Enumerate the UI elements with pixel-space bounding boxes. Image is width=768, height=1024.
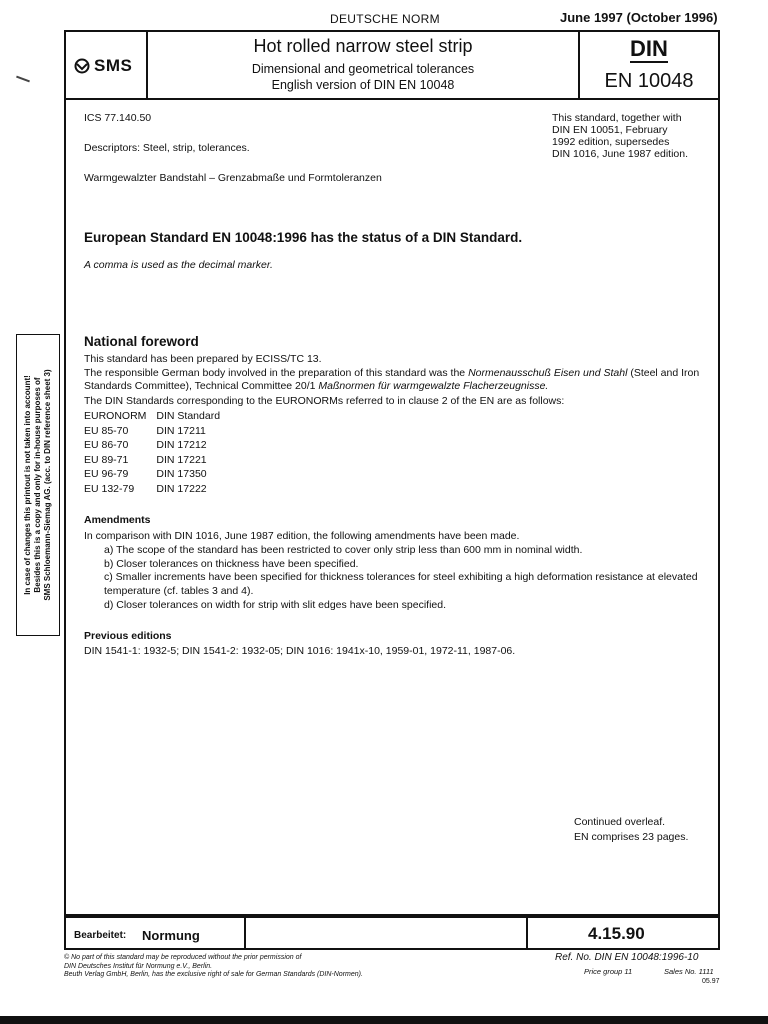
edition-date: June 1997 (October 1996) xyxy=(560,10,718,25)
table-cell: EU 86-70 xyxy=(84,439,129,451)
din-label: DIN xyxy=(630,36,668,61)
supersedes-line: 1992 edition, supersedes xyxy=(552,136,670,148)
table-row xyxy=(84,453,230,468)
copyright-line: Beuth Verlag GmbH, Berlin, has the exclusive right of sale for German Standards (DIN-Normen). xyxy=(64,971,363,978)
stamp-line: SMS Schloemann-Siemag AG. (acc. to DIN reference sheet 3) xyxy=(43,369,52,601)
copyright-note xyxy=(64,954,484,980)
table-cell: EU 89-71 xyxy=(84,453,129,466)
document-title: Hot rolled narrow steel strip xyxy=(253,36,473,56)
text-run: (Steel and Iron Standards Committee), Technical Committee 20/1 xyxy=(84,367,700,392)
stamp-text xyxy=(23,340,53,630)
page-count: EN comprises 23 pages. xyxy=(574,830,689,843)
technical-committee-name: Maßnormen für warmgewalzte Flacherzeugnisse. xyxy=(318,379,549,392)
table-header-row xyxy=(84,409,230,424)
bearbeitet-label: Bearbeitet: xyxy=(74,930,127,941)
document-header xyxy=(64,30,720,100)
list-item: c) Smaller increments have been specified for thickness tolerances for steel exhibiting a high deformation resistance at elevated temperature (cf. tables 3 and 4). xyxy=(104,571,698,598)
list-item: b) Closer tolerances on thickness have been specified. xyxy=(104,557,359,570)
stamp-line: Besides this is a copy and only for in-house purposes of xyxy=(33,377,42,593)
copyright-line: © No part of this standard may be reproduced without the prior permission of xyxy=(64,954,302,961)
footer-divider xyxy=(526,918,528,948)
reference-number: Ref. No. DIN EN 10048:1996-10 xyxy=(555,952,699,963)
previous-editions-text: DIN 1541-1: 1932-5; DIN 1541-2: 1932-05; DIN 1016: 1941x-10, 1959-01, 1972-11, 1987-06. xyxy=(84,645,516,657)
copyright-line: DIN Deutsches Institut für Normung e.V., Berlin. xyxy=(64,962,213,970)
deutsche-norm-label: DEUTSCHE NORM xyxy=(330,12,440,26)
foreword-paragraph: The DIN Standards corresponding to the EURONORMs referred to in clause 2 of the EN are as follows: xyxy=(84,395,565,407)
table-row xyxy=(84,424,230,439)
text-run: The responsible German body involved in the preparation of this standard was the xyxy=(84,367,469,379)
price-group: Price group 11 xyxy=(584,967,633,976)
supersedes-line: DIN EN 10051, February xyxy=(552,124,668,136)
document-version: English version of DIN EN 10048 xyxy=(271,78,455,92)
continuation-note xyxy=(574,815,688,844)
document-subtitle: Dimensional and geometrical tolerances xyxy=(251,62,475,76)
ics-code: ICS 77.140.50 xyxy=(84,112,152,124)
table-cell: DIN 17212 xyxy=(156,439,207,451)
decimal-note: A comma is used as the decimal marker. xyxy=(84,259,273,271)
table-cell: EU 132-79 xyxy=(84,482,135,495)
sales-number: Sales No. 1111 xyxy=(664,967,714,976)
supersedes-note xyxy=(552,112,717,160)
amendments-list xyxy=(104,544,714,613)
amendments-intro: In comparison with DIN 1016, June 1987 edition, the following amendments have been made. xyxy=(84,530,520,542)
foreword-paragraph: This standard has been prepared by ECISS/TC 13. xyxy=(84,353,322,365)
amendments-heading: Amendments xyxy=(84,514,151,526)
continued-overleaf: Continued overleaf. xyxy=(574,816,666,828)
print-date: 05.97 xyxy=(702,978,720,985)
foreword-paragraph xyxy=(84,367,714,392)
list-item: d) Closer tolerances on width for strip with slit edges have been specified. xyxy=(104,598,447,611)
footer-box xyxy=(64,916,720,950)
stamp-line: In case of changes this printout is not taken into account! xyxy=(23,375,32,595)
table-cell: DIN 17222 xyxy=(156,482,207,495)
column-header: EURONORM xyxy=(84,410,147,422)
status-headline: European Standard EN 10048:1996 has the status of a DIN Standard. xyxy=(84,230,523,245)
supersedes-line: This standard, together with xyxy=(552,112,682,124)
supersedes-line: DIN 1016, June 1987 edition. xyxy=(552,148,689,160)
scan-mark xyxy=(16,76,30,83)
euronorm-table xyxy=(84,409,230,496)
sms-logo xyxy=(74,56,132,76)
descriptors: Descriptors: Steel, strip, tolerances. xyxy=(84,142,250,154)
din-number: EN 10048 xyxy=(604,70,694,92)
table-row xyxy=(84,482,230,497)
table-cell: EU 96-79 xyxy=(84,468,129,480)
national-foreword-heading: National foreword xyxy=(84,334,199,349)
footer-divider xyxy=(244,918,246,948)
table-row xyxy=(84,438,230,453)
table-cell: DIN 17221 xyxy=(156,453,207,466)
list-item: a) The scope of the standard has been restricted to cover only strip less than 600 mm in nominal width. xyxy=(104,544,583,556)
german-title: Warmgewalzter Bandstahl – Grenzabmaße und Formtoleranzen xyxy=(84,172,382,184)
normung-label: Normung xyxy=(142,928,200,943)
column-header: DIN Standard xyxy=(156,410,221,422)
sms-logo-text: SMS xyxy=(94,56,133,75)
committee-name: Normenausschuß Eisen und Stahl xyxy=(468,367,628,379)
table-row xyxy=(84,467,230,482)
inhouse-stamp xyxy=(16,334,60,636)
din-mark xyxy=(580,36,718,62)
top-line xyxy=(0,12,768,28)
previous-editions-heading: Previous editions xyxy=(84,630,172,642)
sms-emblem-icon xyxy=(74,58,90,74)
table-cell: DIN 17211 xyxy=(156,424,206,437)
table-cell: DIN 17350 xyxy=(156,468,207,480)
classification-code: 4.15.90 xyxy=(588,924,645,943)
table-cell: EU 85-70 xyxy=(84,424,129,437)
scan-edge xyxy=(0,1016,768,1024)
